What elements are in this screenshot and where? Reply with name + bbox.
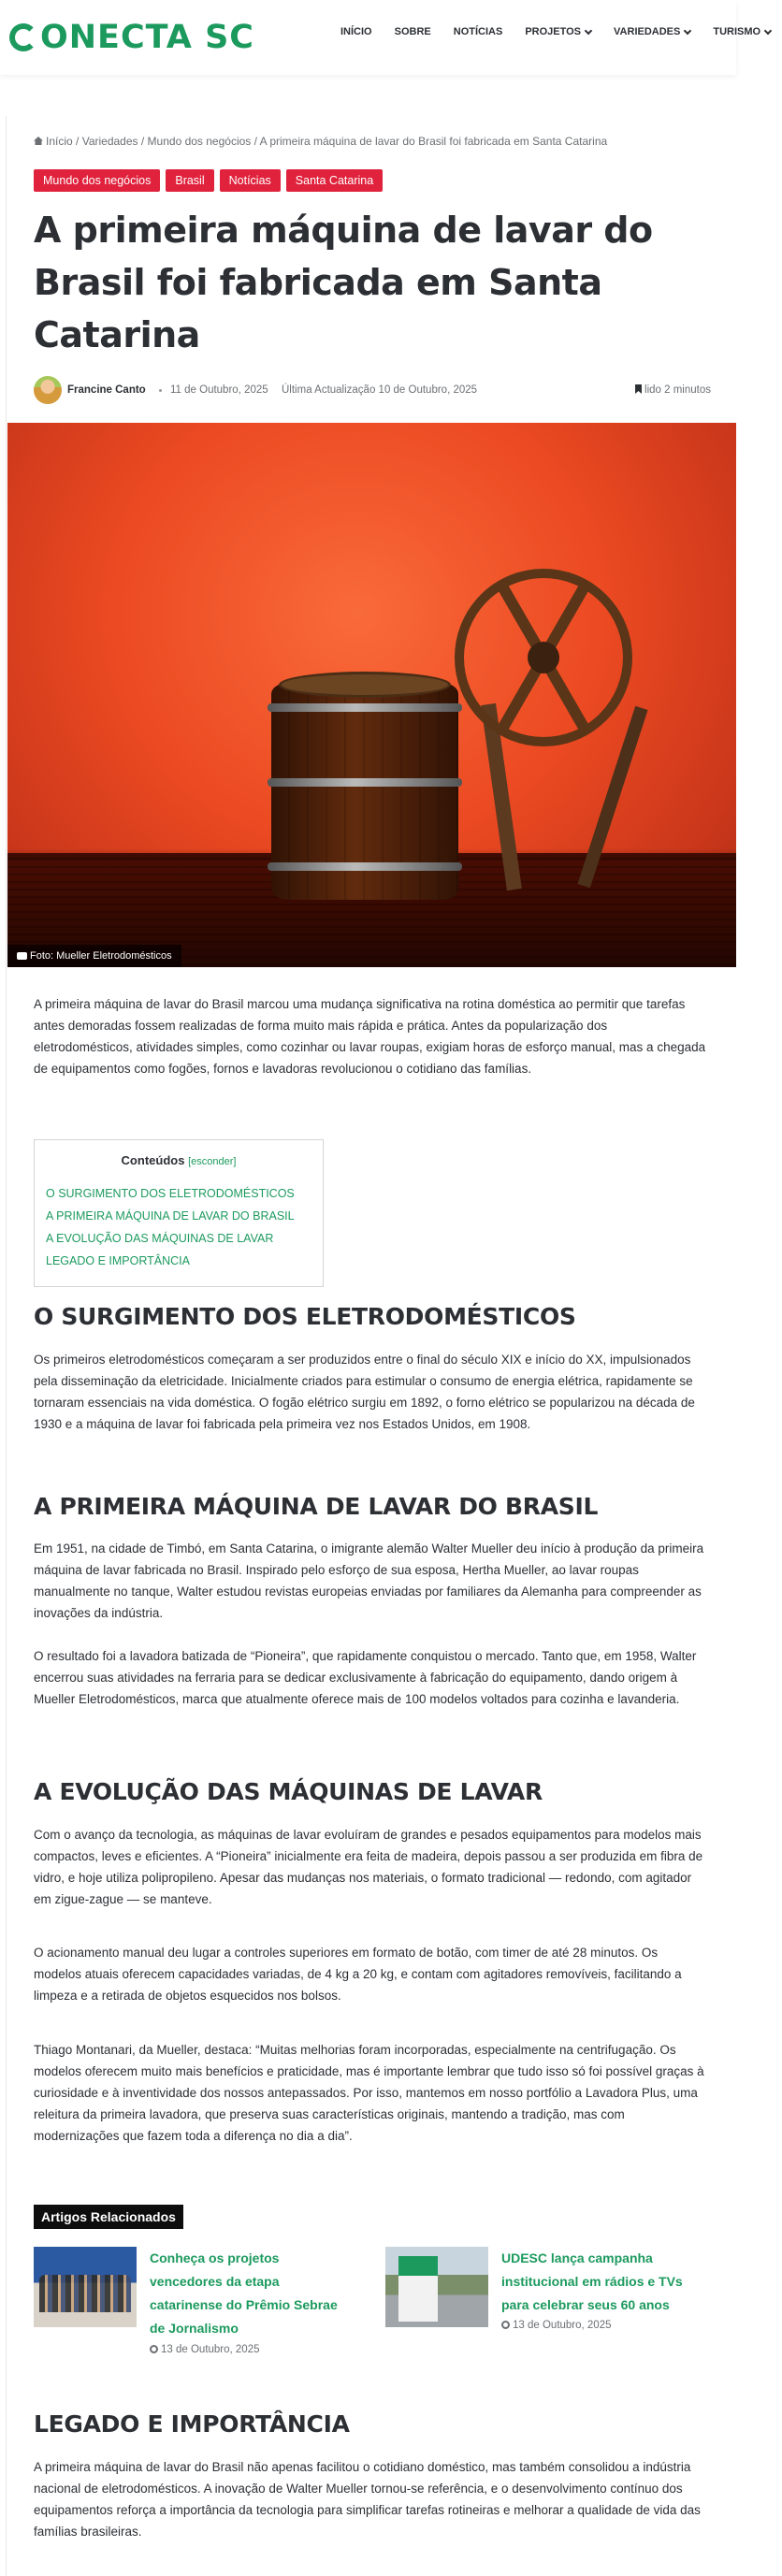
image-caption-text: Foto: Mueller Eletrodomésticos — [30, 950, 172, 962]
site-logo[interactable] — [9, 17, 254, 58]
toc-item[interactable]: O SURGIMENTO DOS ELETRODOMÉSTICOS — [46, 1187, 295, 1200]
category-tags — [34, 169, 383, 192]
clock-icon — [150, 2345, 158, 2353]
nav-label: SOBRE — [394, 26, 431, 37]
avatar[interactable] — [34, 376, 62, 404]
nav-label: VARIEDADES — [614, 26, 681, 37]
image-barrel-hoop — [268, 703, 462, 712]
category-tag-brasil[interactable]: Brasil — [166, 169, 213, 192]
author-name[interactable]: Francine Canto — [67, 384, 146, 396]
nav-item-inicio[interactable] — [329, 26, 384, 37]
breadcrumb-current: A primeira máquina de lavar do Brasil foi fabricada em Santa Catarina — [259, 135, 608, 148]
site-header — [0, 0, 761, 75]
breadcrumb-separator: / — [138, 135, 148, 148]
body-paragraph: Em 1951, na cidade de Timbó, em Santa Catarina, o imigrante alemão Walter Mueller deu início à produção da primeira máquina de lavar fabricada no Brasil. Inspirado pelo esforço de sua esposa, Hertha Mueller, ao lavar roupas manualmente no tanque, Walter estudou revistas europeias enviadas por familiares da Alemanha para compreender as inovações da indústria. — [34, 1541, 704, 1620]
nav-label: TURISMO — [713, 26, 761, 37]
toc-item[interactable]: A PRIMEIRA MÁQUINA DE LAVAR DO BRASIL — [46, 1209, 295, 1223]
image-barrel-hoop — [268, 862, 462, 871]
section-heading: LEGADO E IMPORTÂNCIA — [34, 2410, 350, 2438]
article-title: A primeira máquina de lavar do Brasil foi fabricada em Santa Catarina — [34, 210, 653, 355]
category-tag-sc[interactable]: Santa Catarina — [286, 169, 383, 192]
chevron-down-icon — [764, 26, 772, 34]
table-of-contents — [34, 1139, 324, 1287]
intro-paragraph: A primeira máquina de lavar do Brasil marcou uma mudança significativa na rotina doméstica ao permitir que tarefas antes demoradas fossem realizadas de forma muito mais rápida e prática. Antes da popularização dos eletrodomésticos, atividades simples, como cozinhar ou lavar roupas, exigiam horas de esforço manual, mas a chegada de equipamentos como fogões, fornos e lavadoras revolucionou o cotidiano das famílias. — [34, 997, 706, 1076]
body-paragraph: O resultado foi a lavadora batizada de “Pioneira”, que rapidamente conquistou o mercado. Tanto que, em 1958, Walter encerrou suas atividades na ferraria para se dedicar exclusivamente à fabricação do equipamento, dando origem à Mueller Eletrodomésticos, marca que atualmente oferece mais de 100 modelos voltados para cozinha e lavanderia. — [34, 1649, 697, 1706]
related-thumbnail[interactable] — [34, 2247, 137, 2327]
nav-item-projetos[interactable] — [514, 26, 602, 37]
related-article-card[interactable] — [385, 2247, 703, 2350]
body-paragraph: Com o avanço da tecnologia, as máquinas de lavar evoluíram de grandes e pesados equipamentos para modelos mais compactos, leves e eficientes. A “Pioneira” inicialmente era feita de madeira, depois passou a ser produzida em fibra de vidro, e hoje utiliza polipropileno. Apesar das mudanças nos materiais, o formato tradicional — redondo, com agitador em zigue-zague — se manteve. — [34, 1828, 703, 1906]
breadcrumb-separator: / — [251, 135, 260, 148]
logo-c-icon — [9, 23, 37, 51]
related-article-card[interactable] — [34, 2247, 352, 2355]
image-barrel-lid — [279, 672, 451, 698]
nav-item-variedades[interactable] — [602, 26, 702, 37]
nav-label: NOTÍCIAS — [453, 26, 503, 37]
clock-icon — [501, 2321, 510, 2329]
breadcrumb — [34, 135, 607, 148]
image-flywheel-hub — [528, 642, 559, 673]
nav-item-turismo[interactable] — [702, 26, 782, 37]
nav-label: PROJETOS — [525, 26, 582, 37]
related-article-title[interactable]: Conheça os projetos vencedores da etapa catarinense do Prêmio Sebrae de Jornalismo — [150, 2250, 338, 2336]
related-article-title[interactable]: UDESC lança campanha institucional em rádios e TVs para celebrar seus 60 anos — [501, 2250, 683, 2312]
body-paragraph: Thiago Montanari, da Mueller, destaca: “Muitas melhorias foram incorporadas, especialmente na centrifugação. Os modelos oferecem muito mais benefícios e praticidade, mas é importante lembrar que tudo isso só foi possível graças à curiosidade e à inventividade dos nossos antepassados. Por isso, mantemos em nosso portfólio a Lavadora Plus, uma releitura da primeira lavadora, que preserva suas características originais, mantendo a tradição, mas com modernizações que fazem toda a diferença no dia a dia”. — [34, 2043, 704, 2143]
image-barrel-hoop — [268, 778, 462, 787]
image-caption — [7, 945, 181, 967]
toc-title: Conteúdos — [121, 1153, 185, 1167]
related-date-text: 13 de Outubro, 2025 — [513, 2320, 612, 2331]
bookmark-icon — [635, 384, 642, 394]
section-heading: A PRIMEIRA MÁQUINA DE LAVAR DO BRASIL — [34, 1493, 599, 1520]
nav-item-sobre[interactable] — [384, 26, 442, 37]
toc-toggle[interactable]: [esconder] — [188, 1156, 237, 1167]
read-time — [635, 384, 711, 396]
section-heading: A EVOLUÇÃO DAS MÁQUINAS DE LAVAR — [34, 1778, 543, 1805]
category-tag-mundo[interactable]: Mundo dos negócios — [34, 169, 160, 192]
category-tag-noticias[interactable]: Notícias — [220, 169, 281, 192]
body-paragraph: A primeira máquina de lavar do Brasil não apenas facilitou o cotidiano doméstico, mas também consolidou a indústria nacional de eletrodomésticos. A inovação de Walter Mueller tornou-se referência, e o desenvolvimento contínuo dos equipamentos reforça a importância da tecnologia para simplificar tarefas rotineiras e melhorar a qualidade de vida das famílias brasileiras. — [34, 2460, 701, 2539]
breadcrumb-home[interactable]: Início — [46, 135, 73, 148]
related-article-date — [150, 2344, 260, 2355]
related-article-date — [501, 2320, 612, 2331]
toc-toggle-label: esconder — [191, 1156, 234, 1167]
toc-item[interactable]: LEGADO E IMPORTÂNCIA — [46, 1254, 190, 1267]
nav-label: INÍCIO — [340, 26, 372, 37]
related-articles-label: Artigos Relacionados — [34, 2205, 183, 2229]
chevron-down-icon — [585, 26, 592, 34]
main-nav — [329, 26, 782, 37]
toc-header — [46, 1153, 311, 1167]
post-meta — [34, 376, 711, 404]
breadcrumb-separator: / — [72, 135, 82, 148]
meta-separator — [159, 389, 162, 392]
breadcrumb-variedades[interactable]: Variedades — [81, 135, 138, 148]
body-paragraph: O acionamento manual deu lugar a controles superiores em formato de botão, com timer de até 28 minutos. Os modelos atuais oferecem capacidades variadas, de 4 kg a 20 kg, e contam com agitadores removíveis, facilitando a limpeza e a retirada de objetos esquecidos nos bolsos. — [34, 1946, 682, 2003]
read-time-label: lido 2 minutos — [644, 384, 711, 396]
body-paragraph: Os primeiros eletrodomésticos começaram a ser produzidos entre o final do século XIX e início do XX, impulsionados pela disseminação da eletricidade. Inicialmente criados para estimular o consumo de energia elétrica, rapidamente se tornaram essenciais na vida doméstica. O fogão elétrico surgiu em 1892, o forno elétrico se popularizou na década de 1930 e a máquina de lavar foi fabricada pela primeira vez nos Estados Unidos, em 1908. — [34, 1353, 695, 1431]
toc-item[interactable]: A EVOLUÇÃO DAS MÁQUINAS DE LAVAR — [46, 1232, 274, 1245]
home-icon — [34, 137, 43, 145]
related-thumbnail[interactable] — [385, 2247, 488, 2327]
camera-icon — [17, 952, 27, 960]
chevron-down-icon — [684, 26, 691, 34]
featured-image — [7, 423, 736, 967]
updated-date: Última Actualização 10 de Outubro, 2025 — [282, 384, 478, 396]
publish-date: 11 de Outubro, 2025 — [170, 384, 268, 396]
nav-item-noticias[interactable] — [442, 26, 514, 37]
logo-text: ONECTA SC — [40, 19, 254, 56]
section-heading: O SURGIMENTO DOS ELETRODOMÉSTICOS — [34, 1303, 576, 1330]
related-date-text: 13 de Outubro, 2025 — [161, 2344, 260, 2355]
breadcrumb-mundo[interactable]: Mundo dos negócios — [147, 135, 252, 148]
